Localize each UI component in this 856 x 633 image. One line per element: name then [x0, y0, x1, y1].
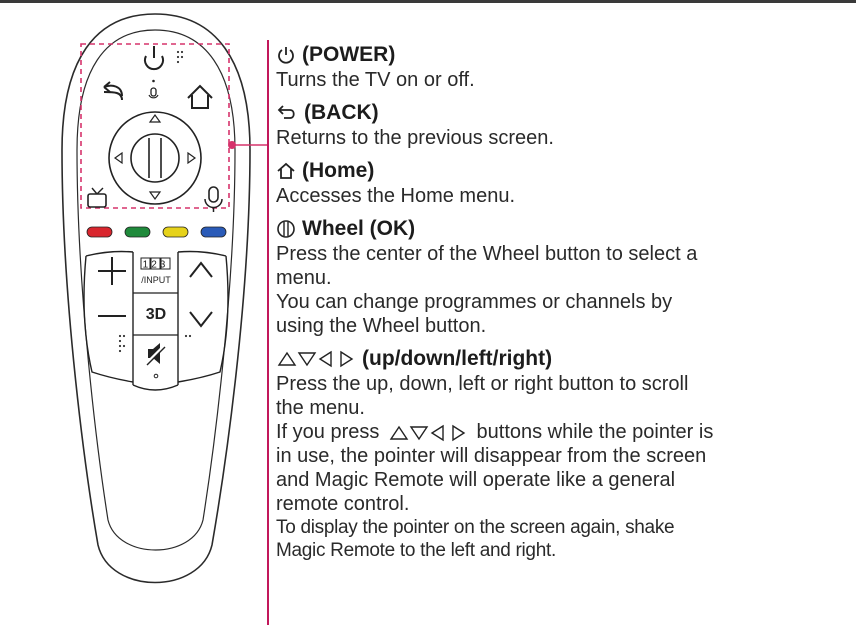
arrows-text-line-8: Magic Remote to the left and right. — [276, 540, 556, 561]
arrows-title: (up/down/left/right) — [362, 347, 553, 370]
wheel-text-line-3: You can change programmes or channels by — [276, 291, 673, 313]
arrows-text-line-3 — [276, 420, 836, 444]
magic-remote-illustration — [0, 0, 270, 633]
svg-text:/INPUT: /INPUT — [141, 275, 171, 285]
arrows-heading — [276, 346, 836, 372]
wheel-text-line-1: Press the center of the Wheel button to select a — [276, 243, 698, 265]
arrows-text-line-2: the menu. — [276, 397, 365, 419]
inline-direction-arrows-icon — [385, 424, 471, 442]
arrows-text-after: buttons while the pointer is — [476, 421, 714, 443]
button-descriptions — [276, 42, 836, 570]
direction-arrows-icon — [276, 350, 356, 368]
svg-text:123: 123 — [142, 259, 169, 271]
power-text: Turns the TV on or off. — [276, 69, 475, 91]
power-heading — [276, 42, 836, 68]
home-icon — [276, 162, 296, 180]
power-title: (POWER) — [302, 43, 396, 66]
arrows-text-line-4: in use, the pointer will disappear from the screen — [276, 445, 707, 467]
wheel-description — [276, 216, 836, 338]
wheel-text-line-2: menu. — [276, 267, 332, 289]
back-description — [276, 100, 836, 150]
back-text: Returns to the previous screen. — [276, 127, 554, 149]
arrows-text-line-1: Press the up, down, left or right button to scroll — [276, 373, 689, 395]
arrows-text-line-7: To display the pointer on the screen again, shake — [276, 517, 675, 538]
wheel-title: Wheel (OK) — [302, 217, 416, 240]
wheel-heading — [276, 216, 836, 242]
back-heading — [276, 100, 836, 126]
back-title: (BACK) — [304, 101, 379, 124]
home-description — [276, 158, 836, 208]
home-heading — [276, 158, 836, 184]
wheel-text-line-4: using the Wheel button. — [276, 315, 487, 337]
svg-text:3D: 3D — [145, 306, 167, 323]
power-icon — [276, 45, 296, 65]
arrows-description — [276, 346, 836, 562]
home-title: (Home) — [302, 159, 375, 182]
arrows-text-line-5: and Magic Remote will operate like a general — [276, 469, 676, 491]
section-divider-line — [267, 40, 269, 625]
arrows-text-before: If you press — [276, 421, 380, 443]
wheel-icon — [276, 219, 296, 239]
arrows-text-line-6: remote control. — [276, 493, 410, 515]
power-description — [276, 42, 836, 92]
back-icon — [276, 104, 298, 122]
home-text: Accesses the Home menu. — [276, 185, 515, 207]
